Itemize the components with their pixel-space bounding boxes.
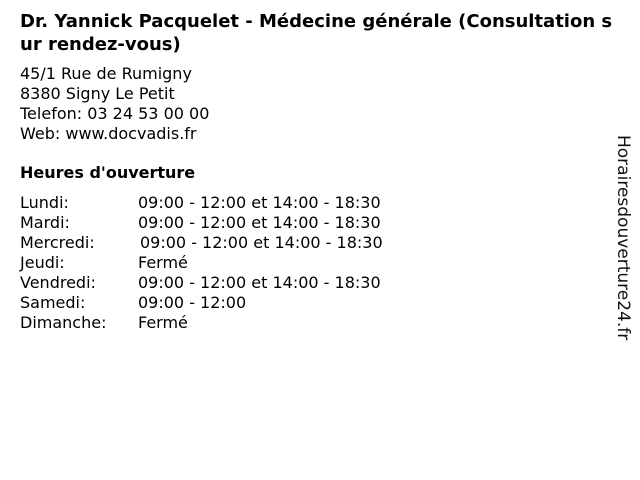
day-label: Samedi:	[20, 293, 86, 312]
phone-number: Telefon: 03 24 53 00 00	[20, 104, 210, 123]
day-hours: Fermé	[138, 253, 188, 272]
day-hours: 09:00 - 12:00 et 14:00 - 18:30	[138, 193, 381, 212]
day-label: Mardi:	[20, 213, 70, 232]
day-hours: 09:00 - 12:00	[138, 293, 247, 312]
day-label: Jeudi:	[20, 253, 65, 272]
day-label: Mercredi:	[20, 233, 95, 252]
day-label: Dimanche:	[20, 313, 107, 332]
day-hours: 09:00 - 12:00 et 14:00 - 18:30	[138, 213, 381, 232]
day-hours: Fermé	[138, 313, 188, 332]
street-address: 45/1 Rue de Rumigny	[20, 64, 192, 83]
website: Web: www.docvadis.fr	[20, 124, 197, 143]
day-hours: 09:00 - 12:00 et 14:00 - 18:30	[138, 273, 381, 292]
day-label: Lundi:	[20, 193, 69, 212]
page-title: Dr. Yannick Pacquelet - Médecine générale (Consultation sur rendez-vous)	[20, 11, 613, 55]
site-watermark: Horairesdouverture24.fr	[613, 135, 633, 341]
opening-hours-heading: Heures d'ouverture	[20, 163, 196, 182]
address-block	[20, 64, 209, 144]
city-postcode: 8380 Signy Le Petit	[20, 84, 175, 103]
day-hours: 09:00 - 12:00 et 14:00 - 18:30	[140, 233, 383, 252]
day-label: Vendredi:	[20, 273, 96, 292]
